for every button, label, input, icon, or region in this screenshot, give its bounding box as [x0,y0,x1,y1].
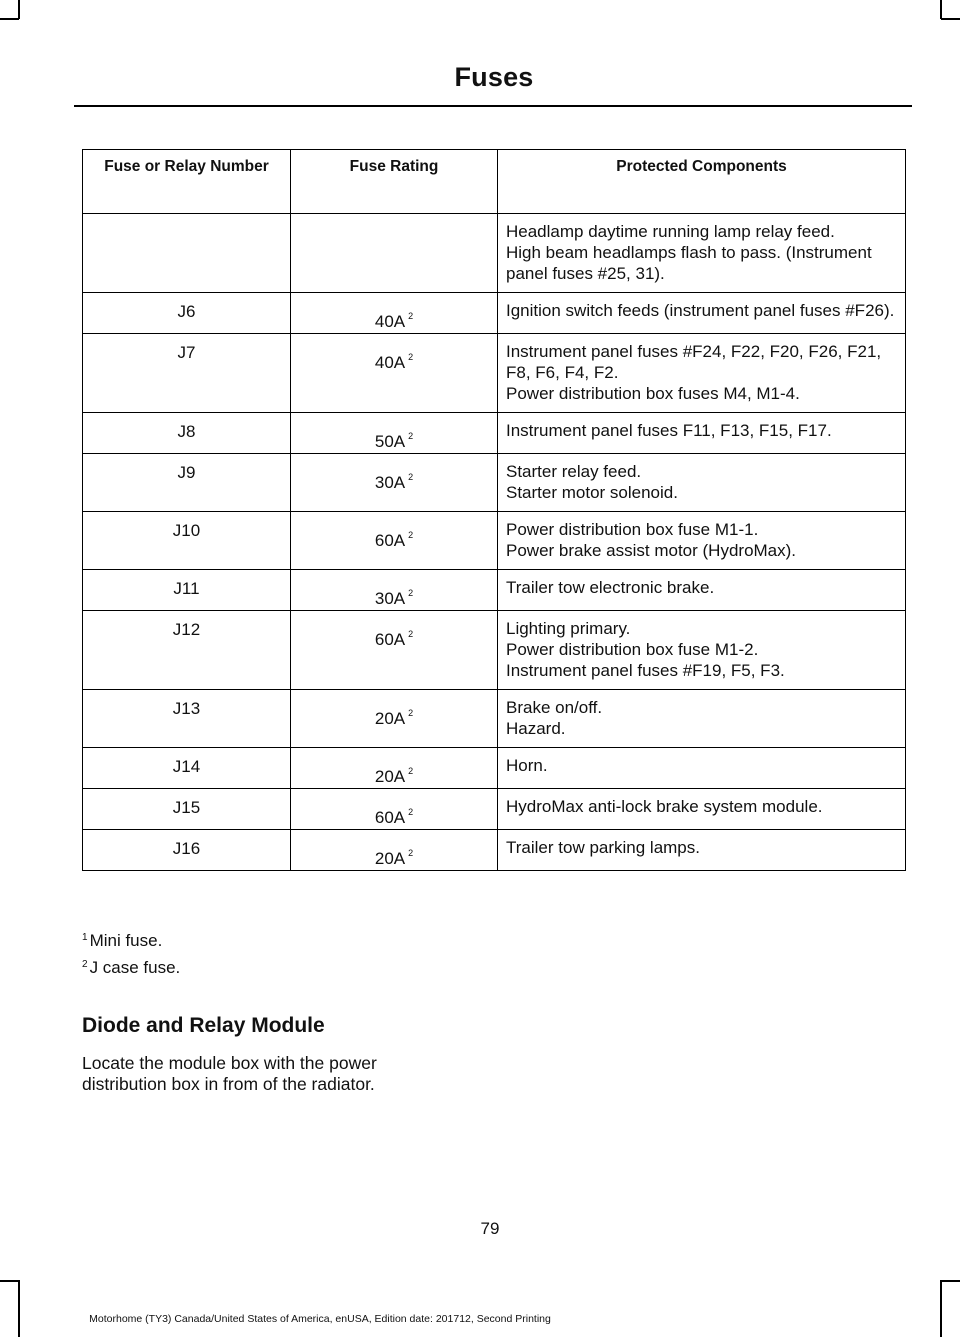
protected-components-cell [498,214,906,293]
crop-mark [0,18,19,20]
footnote-1 [82,931,162,951]
component-line: Brake on/off. [506,698,603,717]
crop-mark [18,1280,20,1337]
table-row [83,293,906,334]
protected-components-cell [498,789,906,830]
fuse-rating-value: 50A [374,432,406,451]
protected-components-cell [498,570,906,611]
component-line: Headlamp daytime running lamp relay feed. [506,222,835,241]
fuse-rating-value: 20A [374,767,406,786]
footnote-mark: 2 [82,959,88,970]
table-row [83,789,906,830]
fuse-rating-value: 60A [374,630,406,649]
fuse-rating-value: 20A [374,849,406,868]
fuse-number-cell: J12 [83,611,291,690]
protected-components-cell [498,512,906,570]
protected-components-cell [498,611,906,690]
crop-mark [18,0,20,19]
column-header-components: Protected Components [498,150,906,214]
component-line: Starter relay feed. [506,462,642,481]
component-line: Instrument panel fuses #F19, F5, F3. [506,661,785,680]
crop-mark [941,1280,960,1282]
fuse-rating-value: 60A [374,531,406,550]
footnote-ref: 2 [408,629,414,639]
component-line: Power distribution box fuse M1-1. [506,520,759,539]
footnote-ref: 2 [408,431,414,441]
page-title: Fuses [454,62,534,92]
component-line: Lighting primary. [506,619,631,638]
fuse-number-cell: J14 [83,748,291,789]
protected-components-cell [498,413,906,454]
column-header-number: Fuse or Relay Number [83,150,291,214]
footnote-ref: 2 [408,766,414,776]
fuse-number-cell: J10 [83,512,291,570]
footnote-2 [82,958,180,978]
fuse-number-cell: J15 [83,789,291,830]
component-line: Power brake assist motor (HydroMax). [506,541,797,560]
fuse-rating-value: 40A [374,353,406,372]
protected-components-cell [498,690,906,748]
header-rule [74,105,912,107]
table-row [83,454,906,512]
footnote-ref: 2 [408,848,414,858]
protected-components-cell [498,830,906,871]
footnote-ref: 2 [408,530,414,540]
fuse-number-cell: J16 [83,830,291,871]
component-line: Horn. [506,756,548,775]
component-line: Hazard. [506,719,566,738]
footnote-ref: 2 [408,807,414,817]
fuse-rating-cell [291,454,498,512]
table-row [83,570,906,611]
component-line: High beam headlamps flash to pass. (Instrument panel fuses #25, 31). [506,243,872,283]
protected-components-cell [498,454,906,512]
table-row [83,334,906,413]
footnote-text: J case fuse. [89,958,181,977]
fuse-rating-value: 40A [374,312,406,331]
crop-mark [941,18,960,20]
fuse-rating-cell [291,748,498,789]
component-line: Trailer tow parking lamps. [506,838,700,857]
component-line: Trailer tow electronic brake. [506,578,715,597]
table-row [83,611,906,690]
footnote-ref: 2 [408,472,414,482]
component-line: Ignition switch feeds (instrument panel fuses #F26). [506,301,895,320]
fuse-rating-cell [291,512,498,570]
component-line: Instrument panel fuses #F24, F22, F20, F26, F21, F8, F6, F4, F2. [506,342,882,382]
footnote-ref: 2 [408,588,414,598]
fuse-rating-value: 30A [374,473,406,492]
protected-components-cell [498,334,906,413]
fuse-number-cell: J9 [83,454,291,512]
crop-mark [940,1280,942,1337]
table-row [83,214,906,293]
fuse-rating-cell [291,570,498,611]
fuse-rating-cell [291,611,498,690]
footnote-ref: 2 [408,311,414,321]
component-line: Power distribution box fuses M4, M1-4. [506,384,800,403]
fuse-rating-cell [291,214,498,293]
fuse-table [82,149,906,871]
fuse-number-cell: J8 [83,413,291,454]
fuse-rating-cell [291,690,498,748]
footnote-mark: 1 [82,932,88,943]
table-row [83,830,906,871]
component-line: Power distribution box fuse M1-2. [506,640,759,659]
fuse-rating-cell [291,789,498,830]
crop-mark [940,0,942,19]
component-line: Starter motor solenoid. [506,483,678,502]
crop-mark [0,1280,19,1282]
table-row [83,512,906,570]
table-header-row [83,150,906,214]
fuse-number-cell: J13 [83,690,291,748]
column-header-rating: Fuse Rating [291,150,498,214]
footnote-text: Mini fuse. [89,931,163,950]
table-row [83,748,906,789]
fuse-number-cell: J11 [83,570,291,611]
page-number: 79 [480,1219,500,1238]
protected-components-cell [498,748,906,789]
section-heading: Diode and Relay Module [82,1014,325,1037]
component-line: HydroMax anti-lock brake system module. [506,797,823,816]
fuse-rating-cell [291,830,498,871]
fuse-number-cell [83,214,291,293]
footer-edition: Motorhome (TY3) Canada/United States of America, enUSA, Edition date: 201712, Second Printing [89,1313,551,1325]
component-line: Instrument panel fuses F11, F13, F15, F17. [506,421,832,440]
fuse-number-cell: J7 [83,334,291,413]
fuse-rating-cell [291,293,498,334]
fuse-number-cell: J6 [83,293,291,334]
fuse-rating-cell [291,413,498,454]
footnote-ref: 2 [408,708,414,718]
fuse-rating-cell [291,334,498,413]
footnote-ref: 2 [408,352,414,362]
fuse-rating-value: 60A [374,808,406,827]
table-row [83,690,906,748]
protected-components-cell [498,293,906,334]
fuse-rating-value: 30A [374,589,406,608]
table-row [83,413,906,454]
fuse-rating-value: 20A [374,709,406,728]
section-body: Locate the module box with the power distribution box in from of the radiator. [82,1053,377,1094]
